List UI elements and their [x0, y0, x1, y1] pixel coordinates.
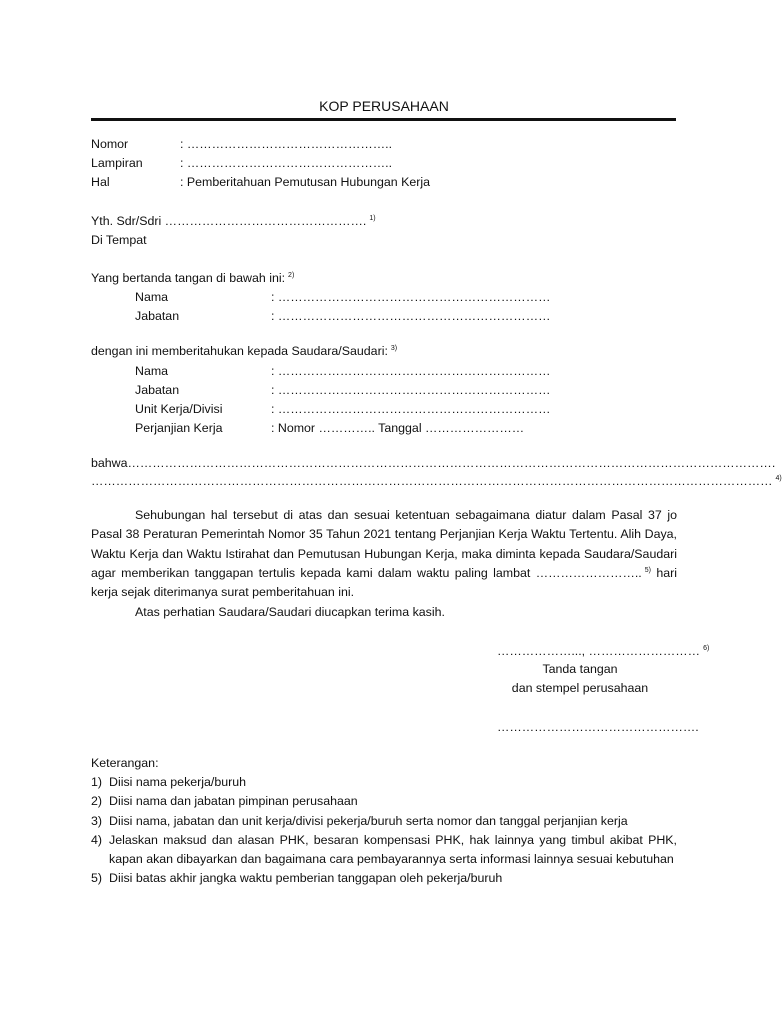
addressee-jabatan-value: : ………………………………………………………… — [271, 383, 551, 397]
addressee-perjanjian-label: Perjanjian Kerja — [135, 421, 223, 435]
signature-stamp-label: dan stempel perusahaan — [511, 681, 649, 695]
signatory-intro-text: Yang bertanda tangan di bawah ini: — [91, 271, 286, 285]
signatory-jabatan-value: : ………………………………………………………… — [271, 309, 551, 323]
notes-heading: Keterangan: — [91, 756, 159, 770]
footnote-marker-2: 2) — [288, 272, 295, 279]
thanks-line: Atas perhatian Saudara/Saudari diucapkan terima kasih. — [135, 605, 445, 619]
body-paragraph — [91, 506, 677, 602]
place-date-text: ………………..., ……………………… — [497, 644, 701, 658]
signatory-nama-value: : ………………………………………………………… — [271, 290, 551, 304]
note-number: 3) — [91, 813, 103, 828]
body-paragraph-text: Sehubungan hal tersebut di atas dan sesuai ketentuan sebagaimana diatur dalam Pasal 37 jo Pasal 38 Peraturan Pemerintah Nomor 35 Tahun 2021 tentang Perjanjian Kerja Waktu Tertentu. Alih Daya, Waktu Kerja dan Waktu Istirahat dan Pemutusan Hubungan Kerja, maka diminta kepada Saudara/Saudari agar memberikan tanggapan tertulis kepada kami dalam waktu paling lambat — [91, 508, 677, 580]
footnote-marker-6: 6) — [703, 645, 710, 652]
recipient-line — [91, 212, 376, 231]
addressee-nama-label: Nama — [135, 364, 169, 378]
footnote-marker-1: 1) — [369, 215, 376, 222]
note-number: 1) — [91, 775, 103, 789]
place-date-line — [497, 642, 709, 661]
addressee-jabatan-label: Jabatan — [135, 383, 180, 397]
addressee-intro-text: dengan ini memberitahukan kepada Saudara/Saudari: — [91, 344, 388, 358]
note-number: 2) — [91, 794, 103, 809]
note-text: Diisi nama pekerja/buruh — [109, 775, 247, 789]
notes-list — [91, 773, 677, 889]
bahwa-line-2 — [91, 472, 782, 491]
recipient-place: Di Tempat — [91, 233, 147, 247]
bahwa-line-1: bahwa…………………………………………………………………………………………………………………………………………. — [91, 456, 776, 470]
hal-value: : Pemberitahuan Pemutusan Hubungan Kerja — [180, 175, 431, 189]
addressee-perjanjian-value: : Nomor ………….. Tanggal …………………… — [271, 421, 525, 435]
addressee-nama-value: : ………………………………………………………… — [271, 364, 551, 378]
footnote-marker-4: 4) — [775, 475, 782, 482]
signature-name-line: …………………………………………. — [497, 720, 699, 734]
note-text: Diisi batas akhir jangka waktu pemberian tanggapan oleh pekerja/buruh — [109, 871, 503, 886]
addressee-unit-value: : ………………………………………………………… — [271, 402, 551, 416]
lampiran-label: Lampiran — [91, 156, 143, 170]
note-item — [91, 812, 677, 831]
response-days-blank: …………………….. — [535, 565, 642, 580]
note-item — [91, 792, 677, 811]
recipient-text: Yth. Sdr/Sdri …………………………………………. — [91, 214, 367, 228]
signatory-nama-label: Nama — [135, 290, 169, 304]
signature-label: Tanda tangan — [542, 662, 618, 676]
addressee-intro — [91, 342, 397, 361]
addressee-unit-label: Unit Kerja/Divisi — [135, 402, 223, 416]
lampiran-value: : ………………………………………….. — [180, 156, 393, 170]
page-title: KOP PERUSAHAAN — [319, 98, 449, 114]
bahwa-line-2-text: ………………………………………………………………………………………………………………………………………………… — [91, 474, 773, 488]
note-text: Diisi nama, jabatan dan unit kerja/divisi pekerja/buruh serta nomor dan tanggal perjanjian kerja — [109, 813, 628, 828]
nomor-value: : ………………………………………….. — [180, 137, 393, 151]
note-text: Diisi nama dan jabatan pimpinan perusahaan — [109, 794, 358, 809]
note-item — [91, 869, 677, 888]
note-item — [91, 773, 677, 792]
footnote-marker-5: 5) — [644, 566, 651, 574]
note-number: 5) — [91, 871, 103, 886]
body-paragraph-tail: hari kerja sejak diterimanya surat pemberitahuan ini. — [91, 565, 677, 600]
hal-label: Hal — [91, 175, 110, 189]
header-divider — [91, 118, 676, 121]
signatory-intro — [91, 269, 294, 288]
footnote-marker-3: 3) — [390, 345, 398, 352]
note-item — [91, 831, 677, 870]
note-number: 4) — [91, 832, 103, 847]
nomor-label: Nomor — [91, 137, 129, 151]
note-text: Jelaskan maksud dan alasan PHK, besaran kompensasi PHK, hak lainnya yang timbul akibat PHK, kapan akan dibayarkan dan bagaimana cara pembayarannya serta informasi lainnya sesuai kebutuhan — [109, 832, 677, 867]
signatory-jabatan-label: Jabatan — [135, 309, 180, 323]
